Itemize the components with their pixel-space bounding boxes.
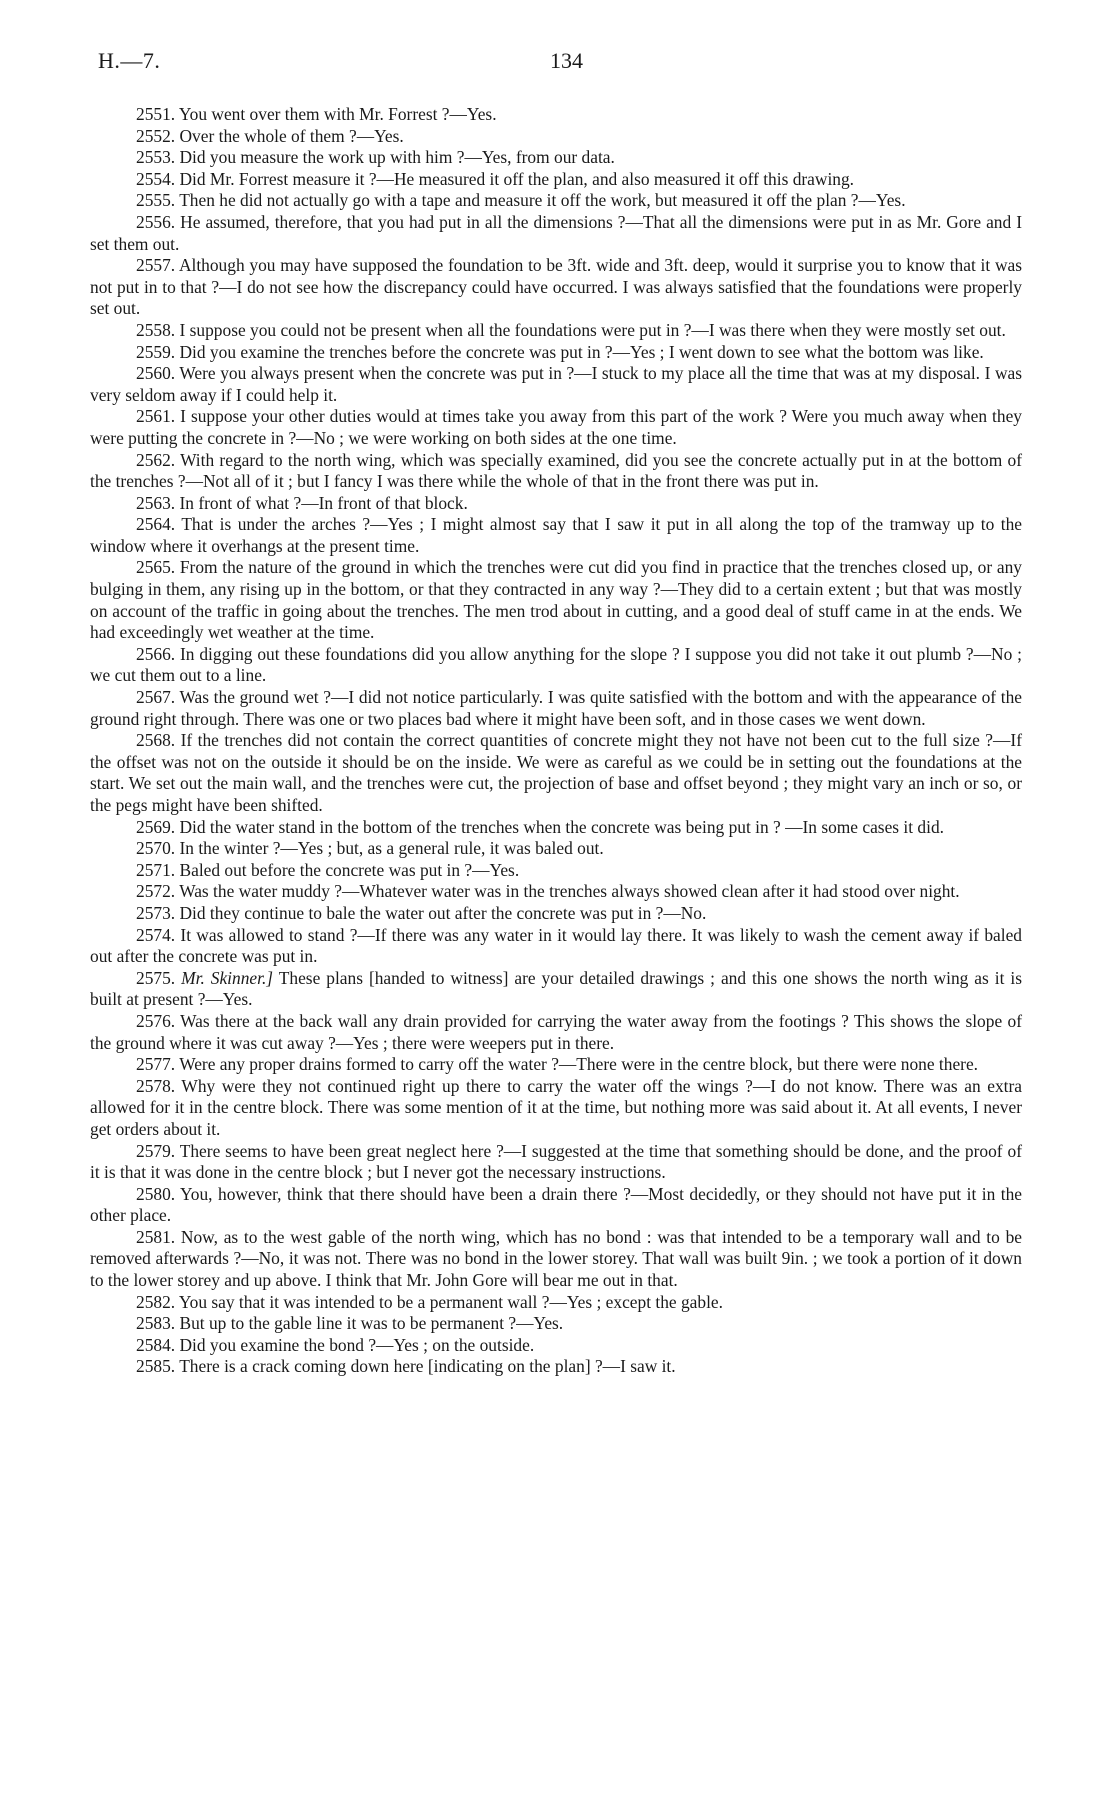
question-paragraph: [90, 126, 1022, 148]
question-answer-text: Did you measure the work up with him ?—Yes, from our data.: [179, 147, 615, 168]
question-number: 2570.: [136, 838, 176, 859]
question-number: 2580.: [136, 1183, 176, 1204]
question-paragraph: [90, 1313, 1022, 1335]
question-number: 2576.: [136, 1010, 176, 1031]
question-number: 2566.: [136, 643, 176, 664]
question-answer-text: In the winter ?—Yes ; but, as a general rule, it was baled out.: [179, 838, 604, 859]
question-number: 2557.: [136, 255, 176, 276]
question-paragraph: [90, 687, 1022, 730]
question-number: 2579.: [136, 1140, 176, 1161]
question-paragraph: [90, 968, 1022, 1011]
question-paragraph: [90, 1076, 1022, 1141]
question-number: 2581.: [136, 1226, 176, 1247]
question-answer-text: Baled out before the concrete was put in ?—Yes.: [179, 859, 520, 880]
question-paragraph: [90, 1335, 1022, 1357]
question-answer-text: There is a crack coming down here [indicating on the plan] ?—I saw it.: [179, 1356, 676, 1377]
question-paragraph: [90, 1292, 1022, 1314]
question-answer-text: If the trenches did not contain the correct quantities of concrete might they not have not been cut to the full size ?—If the offset was not on the outside it should be on the inside. We were as careful as we could be in setting out the foundations at the start. We set out the main wall, and the trenches were cut, the projection of base and offset beyond ; they might vary an inch or so, or the pegs might have been shifted.: [90, 730, 1022, 815]
question-answer-text: In front of what ?—In front of that block.: [179, 492, 468, 513]
question-answer-text: Now, as to the west gable of the north wing, which has no bond : was that intended to be a temporary wall and to be removed afterwards ?—No, it was not. There was no bond in the lower storey. That wall was built 9in. ; we took a portion of it down to the lower storey and up above. I think that Mr. John Gore will bear me out in that.: [90, 1226, 1022, 1291]
question-paragraph: [90, 817, 1022, 839]
question-answer-text: Did they continue to bale the water out after the concrete was put in ?—No.: [179, 902, 707, 923]
evidence-transcript: [90, 104, 1022, 1378]
question-answer-text: It was allowed to stand ?—If there was any water in it would lay there. It was likely to wash the cement away if baled out after the concrete was put in.: [90, 924, 1022, 967]
question-answer-text: Was the water muddy ?—Whatever water was in the trenches always showed clean after it had stood over night.: [179, 881, 960, 902]
question-number: 2577.: [136, 1054, 176, 1075]
question-paragraph: [90, 514, 1022, 557]
question-number: 2574.: [136, 924, 176, 945]
question-paragraph: [90, 363, 1022, 406]
question-answer-text: Over the whole of them ?—Yes.: [179, 125, 404, 146]
question-number: 2582.: [136, 1291, 176, 1312]
question-paragraph: [90, 644, 1022, 687]
question-paragraph: [90, 147, 1022, 169]
question-paragraph: [90, 342, 1022, 364]
question-answer-text: He assumed, therefore, that you had put in all the dimensions ?—That all the dimensions were put in as Mr. Gore and I set them out.: [90, 211, 1022, 254]
question-paragraph: [90, 493, 1022, 515]
question-answer-text: Were any proper drains formed to carry off the water ?—There were in the centre block, but there were none there.: [179, 1054, 979, 1075]
page-header: [98, 48, 1018, 80]
question-paragraph: [90, 557, 1022, 643]
question-number: 2569.: [136, 816, 176, 837]
question-paragraph: [90, 406, 1022, 449]
question-number: 2558.: [136, 319, 176, 340]
question-answer-text: I suppose your other duties would at times take you away from this part of the work ? Were you much away when they were putting the concrete in ?—No ; we were working on both sides at the one time.: [90, 406, 1022, 448]
question-answer-text: You, however, think that there should have been a drain there ?—Most decidedly, or they should not have put it in the other place.: [90, 1183, 1022, 1226]
question-answer-text: In digging out these foundations did you allow anything for the slope ? I suppose you did not take it out plumb ?—No ; we cut them out to a line.: [90, 643, 1022, 686]
question-answer-text: But up to the gable line it was to be permanent ?—Yes.: [179, 1313, 564, 1334]
question-number: 2568.: [136, 730, 176, 751]
question-answer-text: Did you examine the trenches before the concrete was put in ?—Yes ; I went down to see what the bottom was like.: [179, 341, 984, 362]
question-answer-text: These plans [handed to witness] are your detailed drawings ; and this one shows the north wing as it is built at present ?—Yes.: [90, 967, 1023, 1010]
question-paragraph: [90, 320, 1022, 342]
question-paragraph: [90, 1184, 1022, 1227]
question-paragraph: [90, 450, 1022, 493]
question-paragraph: [90, 838, 1022, 860]
question-number: 2562.: [136, 449, 176, 470]
document-id: H.—7.: [98, 48, 161, 73]
question-answer-text: That is under the arches ?—Yes ; I might almost say that I saw it put in all along the top of the tramway up to the window where it overhangs at the present time.: [90, 514, 1022, 556]
question-answer-text: Did you examine the bond ?—Yes ; on the outside.: [179, 1334, 535, 1355]
question-number: 2578.: [136, 1075, 176, 1096]
question-number: 2575.: [136, 967, 176, 988]
question-answer-text: There seems to have been great neglect here ?—I suggested at the time that something should be done, and the proof of it is that it was done in the centre block ; but I never got the necessary instructions.: [90, 1140, 1022, 1183]
question-answer-text: Were you always present when the concrete was put in ?—I stuck to my place all the time that was at my disposal. I was very seldom away if I could help it.: [90, 363, 1022, 405]
question-number: 2564.: [136, 514, 176, 535]
question-paragraph: [90, 1141, 1022, 1184]
question-answer-text: Was there at the back wall any drain provided for carrying the water away from the footings ? This shows the slope of the ground where it was cut away ?—Yes ; there were weepers put in there.: [90, 1010, 1022, 1053]
question-answer-text: I suppose you could not be present when all the foundations were put in ?—I was there when they were mostly set out.: [179, 319, 1006, 340]
question-paragraph: [90, 104, 1022, 126]
question-answer-text: Then he did not actually go with a tape and measure it off the work, but measured it off the plan ?—Yes.: [179, 190, 906, 211]
question-paragraph: [90, 903, 1022, 925]
question-paragraph: [90, 1011, 1022, 1054]
question-paragraph: [90, 255, 1022, 320]
question-paragraph: [90, 1356, 1022, 1378]
question-paragraph: [90, 190, 1022, 212]
question-number: 2583.: [136, 1313, 176, 1334]
page-number: 134: [550, 48, 583, 73]
question-number: 2572.: [136, 881, 176, 902]
question-number: 2552.: [136, 125, 176, 146]
question-paragraph: [90, 881, 1022, 903]
question-answer-text: With regard to the north wing, which was specially examined, did you see the concrete actually put in at the bottom of the trenches ?—Not all of it ; but I fancy I was there while the whole of that in the front there was put in.: [90, 449, 1022, 492]
question-answer-text: Did Mr. Forrest measure it ?—He measured it off the plan, and also measured it off this drawing.: [179, 168, 855, 189]
question-answer-text: Although you may have supposed the foundation to be 3ft. wide and 3ft. deep, would it surprise you to know that it was not put in to that ?—I do not see how the discrepancy could have occurred. I was always satisfied that the foundations were properly set out.: [90, 255, 1022, 319]
question-paragraph: [90, 169, 1022, 191]
question-number: 2556.: [136, 211, 176, 232]
question-number: 2553.: [136, 147, 176, 168]
question-number: 2567.: [136, 687, 176, 708]
question-number: 2563.: [136, 492, 176, 513]
question-number: 2585.: [136, 1356, 176, 1377]
question-paragraph: [90, 730, 1022, 816]
question-paragraph: [90, 925, 1022, 968]
question-number: 2573.: [136, 902, 176, 923]
question-paragraph: [90, 1227, 1022, 1292]
question-number: 2571.: [136, 859, 176, 880]
question-number: 2559.: [136, 341, 176, 362]
question-number: 2560.: [136, 363, 176, 384]
question-number: 2555.: [136, 190, 176, 211]
question-answer-text: Was the ground wet ?—I did not notice particularly. I was quite satisfied with the bottom and with the appearance of the ground right through. There was one or two places bad where it might have been soft, and in those cases we went down.: [90, 687, 1022, 729]
question-answer-text: You went over them with Mr. Forrest ?—Yes.: [178, 104, 497, 124]
question-paragraph: [90, 860, 1022, 882]
question-answer-text: Why were they not continued right up there to carry the water off the wings ?—I do not know. There was an extra allowed for it in the centre block. There was some mention of it at the time, but nothing more was said about it. At all events, I never get orders about it.: [90, 1075, 1022, 1139]
speaker-name: Mr. Skinner.]: [181, 967, 274, 988]
question-number: 2565.: [136, 557, 176, 578]
question-answer-text: From the nature of the ground in which the trenches were cut did you find in practice that the trenches closed up, or any bulging in them, any rising up in the bottom, or that they contracted in any way ?—They did to a certain extent ; but that was mostly on account of the traffic in going about the trenches. The men trod about in cutting, and a good deal of stuff came in at the ends. We had exceedingly wet weather at the time.: [90, 557, 1022, 643]
question-number: 2554.: [136, 168, 176, 189]
question-number: 2561.: [136, 406, 176, 427]
question-number: 2584.: [136, 1334, 176, 1355]
question-paragraph: [90, 212, 1022, 255]
question-answer-text: You say that it was intended to be a permanent wall ?—Yes ; except the gable.: [178, 1291, 723, 1312]
question-answer-text: Did the water stand in the bottom of the trenches when the concrete was being put in ? —In some cases it did.: [179, 816, 944, 837]
question-number: 2551.: [136, 104, 176, 124]
question-paragraph: [90, 1054, 1022, 1076]
